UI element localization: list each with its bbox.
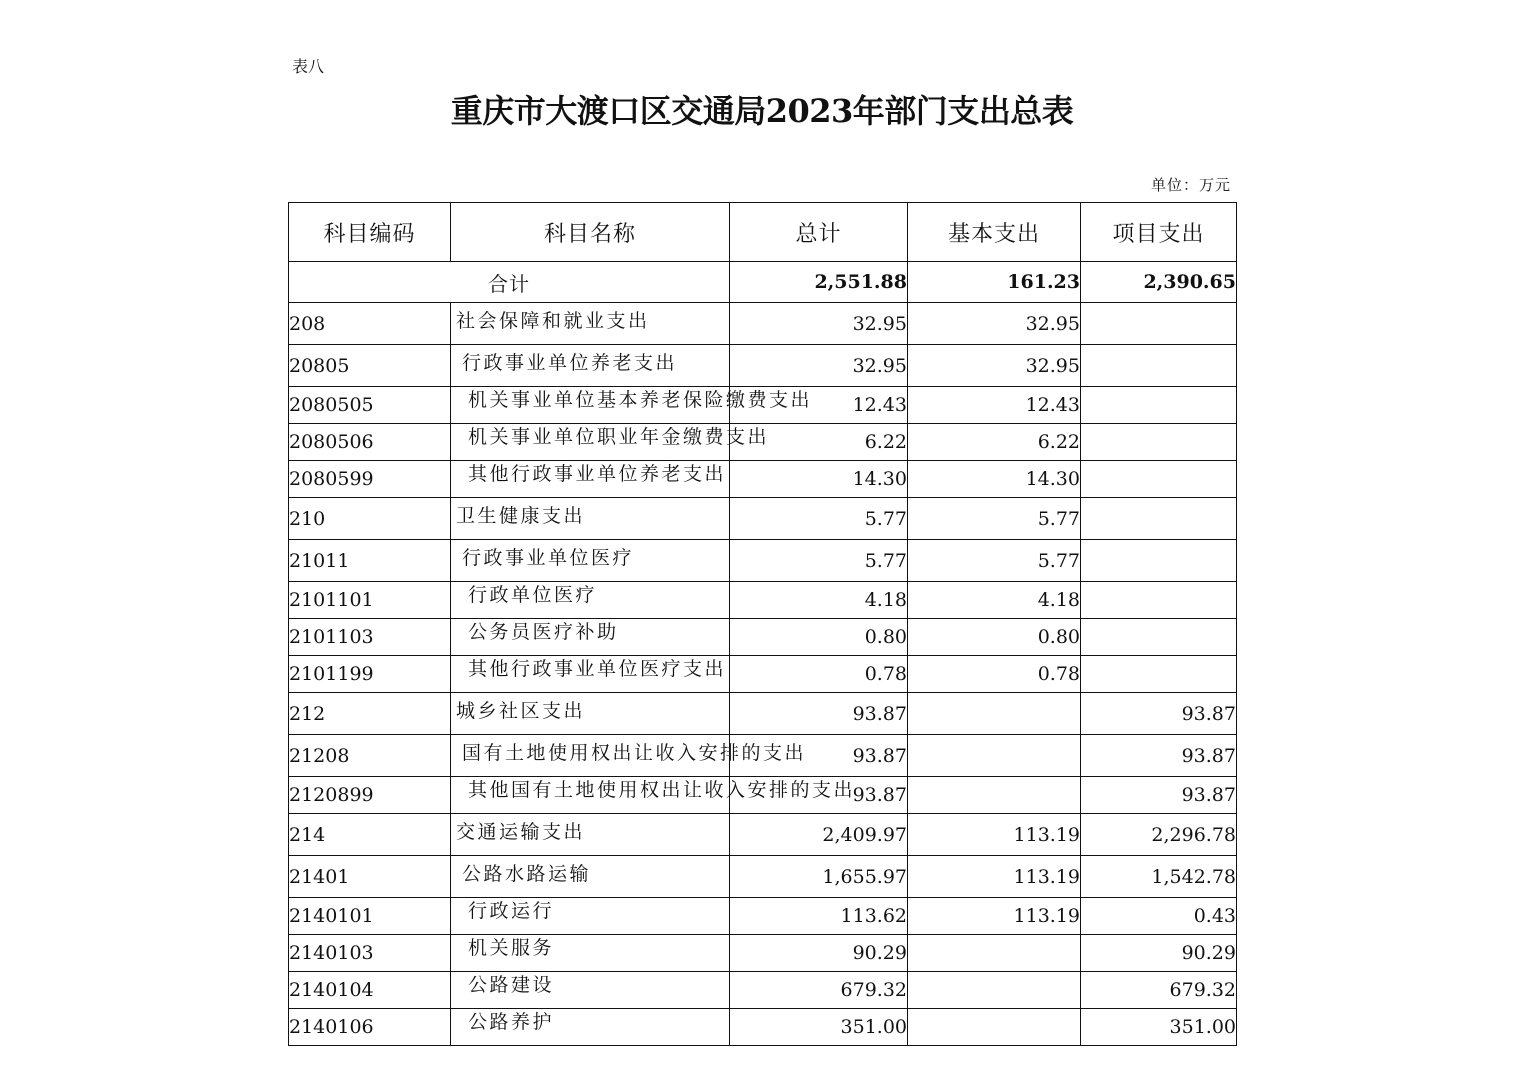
- row-name: 交通运输支出: [456, 821, 586, 843]
- expenditure-table: [288, 202, 1237, 1046]
- row-project: 90.29: [1081, 935, 1237, 972]
- table-row: [289, 693, 1237, 735]
- row-name-cell: [451, 898, 730, 935]
- row-code: 210: [289, 498, 451, 540]
- row-code: 2101199: [289, 656, 451, 693]
- row-total: 0.80: [730, 619, 908, 656]
- row-name: 公路建设: [468, 974, 555, 996]
- summary-total: 2,551.88: [730, 262, 908, 303]
- row-project: 93.87: [1081, 735, 1237, 777]
- row-basic: [908, 935, 1081, 972]
- row-name-cell: [451, 735, 807, 777]
- row-total: 32.95: [730, 303, 908, 345]
- table-row: [289, 345, 1237, 387]
- document-title: 重庆市大渡口区交通局2023年部门支出总表: [450, 92, 1074, 130]
- row-project: 2,296.78: [1081, 814, 1237, 856]
- row-name: 其他行政事业单位养老支出: [468, 463, 727, 485]
- table-row: [289, 898, 1237, 935]
- row-code: 21208: [289, 735, 451, 777]
- row-total: 14.30: [730, 461, 908, 498]
- row-code: 2120899: [289, 777, 451, 814]
- row-basic: 0.78: [908, 656, 1081, 693]
- row-name-cell: [451, 582, 730, 619]
- row-name-cell: [451, 972, 730, 1009]
- row-project: [1081, 619, 1237, 656]
- table-row: [289, 619, 1237, 656]
- row-code: 2140101: [289, 898, 451, 935]
- row-code: 208: [289, 303, 451, 345]
- unit-label: 单位：万元: [1150, 176, 1231, 194]
- row-name: 其他行政事业单位医疗支出: [468, 658, 727, 680]
- row-code: 21011: [289, 540, 451, 582]
- row-name-cell: [451, 461, 730, 498]
- row-total: 0.78: [730, 656, 908, 693]
- table-row: [289, 814, 1237, 856]
- row-code: 214: [289, 814, 451, 856]
- header-code: 科目编码: [289, 203, 451, 262]
- header-total: 总计: [730, 203, 908, 262]
- table-row: [289, 935, 1237, 972]
- header-basic: 基本支出: [908, 203, 1081, 262]
- row-project: [1081, 656, 1237, 693]
- row-project: 93.87: [1081, 693, 1237, 735]
- row-project: 0.43: [1081, 898, 1237, 935]
- row-total: 6.22: [730, 424, 908, 461]
- row-name: 卫生健康支出: [456, 505, 586, 527]
- row-total: 4.18: [730, 582, 908, 619]
- row-code: 2140106: [289, 1009, 451, 1046]
- row-basic: 4.18: [908, 582, 1081, 619]
- table-row: [289, 424, 1237, 461]
- row-total: 5.77: [730, 498, 908, 540]
- row-name: 其他国有土地使用权出让收入安排的支出: [468, 779, 856, 801]
- table-row: [289, 498, 1237, 540]
- row-name-cell: [451, 619, 730, 656]
- row-name: 行政单位医疗: [468, 584, 598, 606]
- row-name: 机关服务: [468, 937, 555, 959]
- table-row: [289, 1009, 1237, 1046]
- row-project: [1081, 424, 1237, 461]
- row-code: 20805: [289, 345, 451, 387]
- row-project: [1081, 540, 1237, 582]
- row-name-cell: [451, 1009, 730, 1046]
- row-total: 93.87: [730, 693, 908, 735]
- row-code: 2080599: [289, 461, 451, 498]
- row-name-cell: [451, 656, 730, 693]
- table-row: [289, 656, 1237, 693]
- row-code: 2080505: [289, 387, 451, 424]
- row-basic: 113.19: [908, 814, 1081, 856]
- row-basic: 113.19: [908, 856, 1081, 898]
- row-total: 2,409.97: [730, 814, 908, 856]
- row-name-cell: [451, 693, 730, 735]
- row-basic: 32.95: [908, 345, 1081, 387]
- row-basic: [908, 735, 1081, 777]
- row-code: 2101103: [289, 619, 451, 656]
- summary-label: 合计: [289, 262, 730, 303]
- row-project: [1081, 498, 1237, 540]
- row-project: 351.00: [1081, 1009, 1237, 1046]
- row-basic: [908, 693, 1081, 735]
- row-code: 212: [289, 693, 451, 735]
- row-total: 12.43: [730, 387, 908, 424]
- table-row: [289, 735, 1237, 777]
- row-project: 679.32: [1081, 972, 1237, 1009]
- row-code: 21401: [289, 856, 451, 898]
- row-basic: 113.19: [908, 898, 1081, 935]
- header-name: 科目名称: [451, 203, 730, 262]
- row-project: [1081, 461, 1237, 498]
- summary-basic: 161.23: [908, 262, 1081, 303]
- row-name-cell: [451, 856, 730, 898]
- row-basic: 5.77: [908, 540, 1081, 582]
- row-name-cell: [451, 777, 856, 814]
- row-basic: 32.95: [908, 303, 1081, 345]
- row-code: 2140104: [289, 972, 451, 1009]
- table-label: 表八: [292, 57, 325, 76]
- row-basic: [908, 972, 1081, 1009]
- row-name: 国有土地使用权出让收入安排的支出: [462, 742, 807, 764]
- row-name-cell: [451, 814, 730, 856]
- header-row: [289, 203, 1237, 262]
- row-total: 351.00: [730, 1009, 908, 1046]
- table-row: [289, 387, 1237, 424]
- row-name: 公务员医疗补助: [468, 621, 619, 643]
- table-row: [289, 461, 1237, 498]
- row-name-cell: [451, 345, 730, 387]
- row-name-cell: [451, 540, 730, 582]
- row-basic: 12.43: [908, 387, 1081, 424]
- row-name: 机关事业单位基本养老保险缴费支出: [468, 389, 813, 411]
- summary-project: 2,390.65: [1081, 262, 1237, 303]
- row-code: 2140103: [289, 935, 451, 972]
- row-total: 32.95: [730, 345, 908, 387]
- row-project: [1081, 345, 1237, 387]
- row-project: [1081, 387, 1237, 424]
- row-total: 93.87: [730, 777, 908, 814]
- row-name-cell: [451, 498, 730, 540]
- row-basic: [908, 777, 1081, 814]
- row-name: 公路养护: [468, 1011, 555, 1033]
- row-total: 113.62: [730, 898, 908, 935]
- table-row: [289, 777, 1237, 814]
- header-project: 项目支出: [1081, 203, 1237, 262]
- row-total: 5.77: [730, 540, 908, 582]
- row-code: 2080506: [289, 424, 451, 461]
- row-name: 行政事业单位养老支出: [462, 352, 678, 374]
- table-row: [289, 540, 1237, 582]
- row-project: 93.87: [1081, 777, 1237, 814]
- row-name-cell: [451, 303, 730, 345]
- row-total: 1,655.97: [730, 856, 908, 898]
- row-basic: 0.80: [908, 619, 1081, 656]
- row-basic: 14.30: [908, 461, 1081, 498]
- row-name: 行政事业单位医疗: [462, 547, 635, 569]
- row-name-cell: [451, 935, 730, 972]
- row-total: 679.32: [730, 972, 908, 1009]
- table-row: [289, 582, 1237, 619]
- row-basic: [908, 1009, 1081, 1046]
- row-total: 90.29: [730, 935, 908, 972]
- row-total: 93.87: [730, 735, 908, 777]
- row-name-cell: [451, 424, 770, 461]
- row-name: 机关事业单位职业年金缴费支出: [468, 426, 770, 448]
- row-name: 城乡社区支出: [456, 700, 586, 722]
- row-name: 行政运行: [468, 900, 555, 922]
- row-code: 2101101: [289, 582, 451, 619]
- row-basic: 5.77: [908, 498, 1081, 540]
- table-row: [289, 303, 1237, 345]
- table-row: [289, 856, 1237, 898]
- row-project: [1081, 303, 1237, 345]
- row-project: [1081, 582, 1237, 619]
- row-project: 1,542.78: [1081, 856, 1237, 898]
- table-row: [289, 972, 1237, 1009]
- row-basic: 6.22: [908, 424, 1081, 461]
- row-name-cell: [451, 387, 813, 424]
- summary-row: [289, 262, 1237, 303]
- row-name: 公路水路运输: [462, 863, 592, 885]
- row-name: 社会保障和就业支出: [456, 310, 650, 332]
